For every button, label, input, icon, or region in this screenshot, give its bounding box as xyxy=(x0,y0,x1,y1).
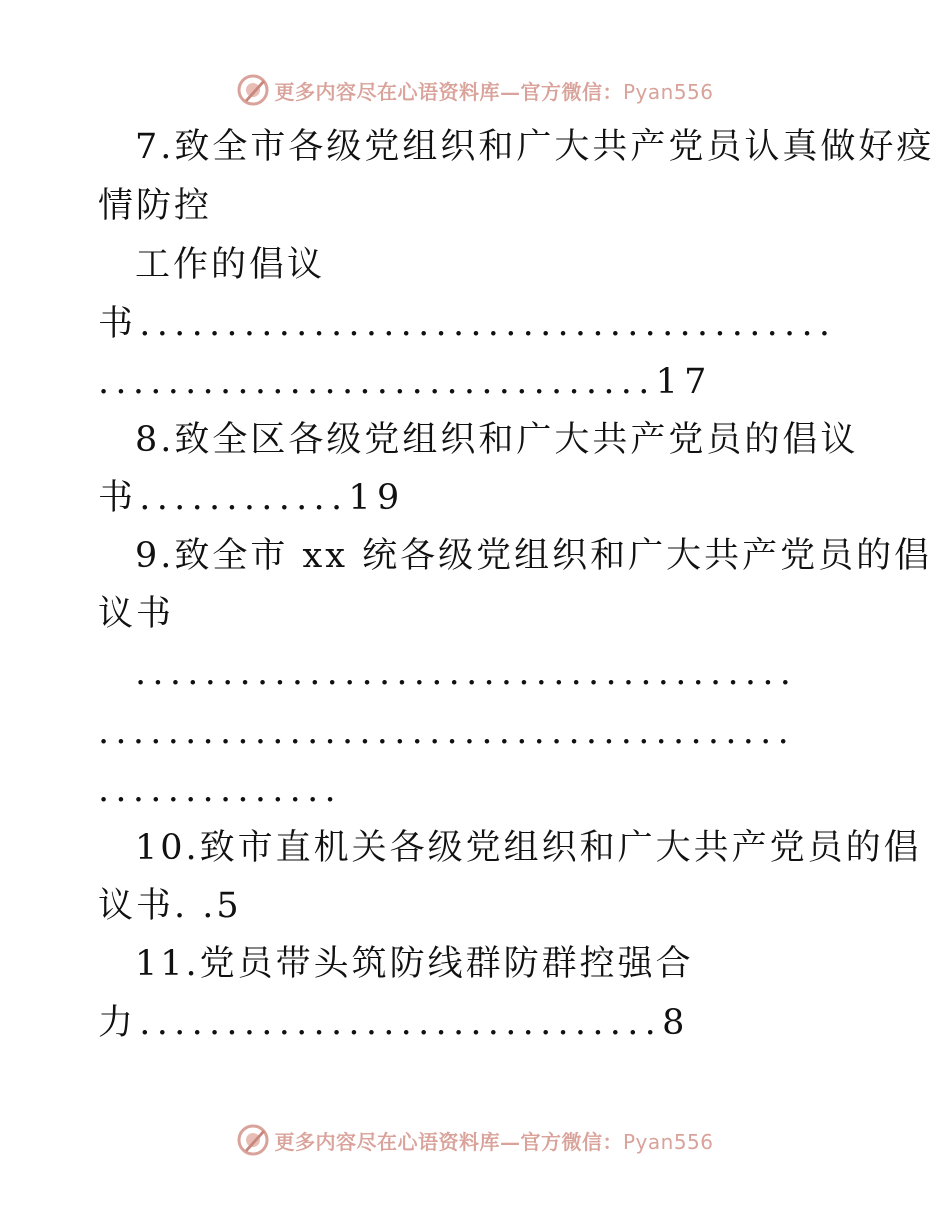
toc-item-7-line-4: 书........................................ xyxy=(98,304,837,344)
watermark-text: 更多内容尽在心语资料库—官方微信： xyxy=(274,1129,623,1154)
toc-item-8-line-1: 8.致全区各级党组织和广大共产党员的倡议 xyxy=(135,420,859,460)
brush-logo-icon xyxy=(236,73,270,107)
header-watermark xyxy=(0,70,950,110)
toc-item-10-line-1: 10.致市直机关各级党组织和广大共产党员的倡 xyxy=(135,828,922,868)
toc-item-9-line-4: ........................................ xyxy=(98,712,796,752)
watermark-wechat: Pyan556 xyxy=(622,1129,714,1154)
footer-watermark xyxy=(0,1120,950,1160)
toc-item-7-line-3: 工作的倡议 xyxy=(135,245,326,285)
brush-logo-icon xyxy=(236,1123,270,1157)
toc-item-9-line-1: 9.致全市 xx 统各级党组织和广大共产党员的倡 xyxy=(135,536,933,576)
watermark-text: 更多内容尽在心语资料库—官方微信： xyxy=(274,79,623,104)
toc-item-8-line-2: 书............19 xyxy=(98,478,406,518)
toc-item-11-line-1: 11.党员带头筑防线群防群控强合 xyxy=(135,944,694,984)
toc-item-11-line-2: 力..............................8 xyxy=(98,1003,691,1043)
toc-item-7-line-2: 情防控 xyxy=(98,186,213,226)
toc-item-7-line-1: 7.致全市各级党组织和广大共产党员认真做好疫 xyxy=(135,127,935,167)
toc-item-9-line-3: ...................................... xyxy=(135,653,798,693)
toc-item-9-line-2: 议书 xyxy=(98,594,175,634)
toc-item-9-line-5: .............. xyxy=(98,770,342,810)
toc-item-7-line-5: ................................17 xyxy=(98,362,713,402)
watermark-wechat: Pyan556 xyxy=(622,79,714,104)
toc-item-10-line-2: 议书. .5 xyxy=(98,886,242,926)
